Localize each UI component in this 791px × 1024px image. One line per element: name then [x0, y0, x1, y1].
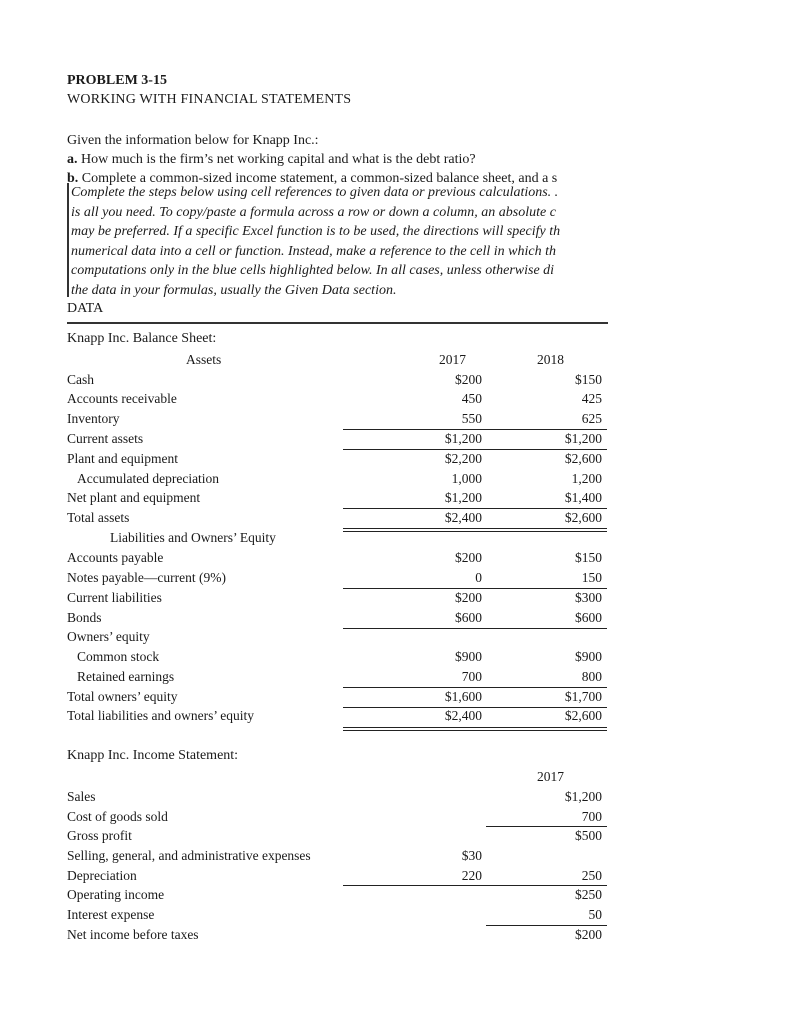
- subtotal-line: [343, 508, 607, 509]
- income-statement-title: Knapp Inc. Income Statement:: [67, 748, 239, 763]
- row-label: Gross profit: [67, 828, 132, 843]
- row-label: Operating income: [67, 887, 165, 902]
- row-label: Accounts payable: [67, 550, 164, 565]
- table-row: [67, 372, 608, 391]
- cell-2017: $1,200: [444, 490, 482, 505]
- table-row: [67, 590, 608, 609]
- cell-2018: 425: [581, 391, 602, 406]
- row-label: Net income before taxes: [67, 927, 199, 942]
- cell-2018: $900: [575, 649, 602, 664]
- table-row: [67, 411, 608, 430]
- cell-2018: $600: [575, 610, 602, 625]
- row-label: Total assets: [67, 510, 130, 525]
- row-label: Accumulated depreciation: [77, 471, 220, 486]
- cell-2017: $200: [455, 372, 482, 387]
- income-header-row: [67, 769, 608, 788]
- row-label: Total owners’ equity: [67, 689, 178, 704]
- row-label: Cash: [67, 372, 94, 387]
- assets-header: Assets: [186, 352, 222, 367]
- subtotal-line: [486, 826, 607, 827]
- cell-total: $500: [575, 828, 602, 843]
- row-label: Accounts receivable: [67, 391, 177, 406]
- cell-2018: $1,400: [564, 490, 602, 505]
- cell-2017: 700: [461, 669, 482, 684]
- liabilities-header: Liabilities and Owners’ Equity: [110, 530, 276, 545]
- table-row: [67, 689, 608, 708]
- part-b-text: Complete a common-sized income statement, a common-sized balance sheet, and a s: [78, 171, 558, 186]
- table-row: [67, 510, 608, 529]
- cell-total: $200: [575, 927, 602, 942]
- cell-2018: $1,700: [564, 689, 602, 704]
- row-label: Cost of goods sold: [67, 809, 168, 824]
- instruction-line: may be preferred. If a specific Excel function is to be used, the directions will specify th: [71, 224, 561, 239]
- cell-2017: 550: [461, 411, 482, 426]
- cell-2018: 1,200: [571, 471, 602, 486]
- row-label: Retained earnings: [77, 669, 175, 684]
- cell-total: 700: [581, 809, 602, 824]
- data-divider: [67, 322, 608, 324]
- instruction-line: Complete the steps below using cell references to given data or previous calculations. .: [71, 185, 559, 200]
- subtotal-line: [343, 429, 607, 430]
- part-b-label: b.: [67, 171, 79, 186]
- cell-2018: 150: [581, 570, 602, 585]
- part-a: [67, 152, 476, 168]
- cell-2018: 625: [581, 411, 602, 426]
- table-row: [67, 490, 608, 509]
- cell-total: 50: [588, 907, 602, 922]
- year-2017-header: 2017: [439, 352, 466, 367]
- year-2018-header: 2018: [537, 352, 564, 367]
- instruction-line: the data in your formulas, usually the Given Data section.: [71, 282, 397, 297]
- cell-sub: 220: [461, 868, 482, 883]
- table-row: [67, 391, 608, 410]
- table-row: [67, 789, 608, 808]
- table-row: [67, 629, 608, 648]
- table-row: [67, 887, 608, 906]
- part-a-text: How much is the firm’s net working capital and what is the debt ratio?: [77, 152, 476, 167]
- table-row: [67, 451, 608, 470]
- cell-2017: $200: [455, 550, 482, 565]
- row-label: Plant and equipment: [67, 451, 178, 466]
- cell-2018: $150: [575, 550, 602, 565]
- row-label: Net plant and equipment: [67, 490, 201, 505]
- liabilities-header-row: [67, 530, 608, 549]
- cell-2017: $1,200: [444, 431, 482, 446]
- subtotal-line: [343, 588, 607, 589]
- cell-total: 250: [581, 868, 602, 883]
- cell-2017: 1,000: [451, 471, 482, 486]
- cell-2017: $200: [455, 590, 482, 605]
- total-double-line: [343, 727, 607, 731]
- data-label: DATA: [67, 301, 104, 316]
- table-row: [67, 570, 608, 589]
- subtotal-line: [343, 449, 607, 450]
- table-row: [67, 907, 608, 926]
- instruction-line: computations only in the blue cells highlighted below. In all cases, unless otherwise di: [71, 263, 555, 278]
- cell-2017: $2,400: [444, 510, 482, 525]
- row-label: Depreciation: [67, 868, 137, 883]
- table-row: [67, 848, 608, 867]
- row-label: Common stock: [77, 649, 160, 664]
- table-row: [67, 649, 608, 668]
- row-label: Current assets: [67, 431, 144, 446]
- problem-subtitle: WORKING WITH FINANCIAL STATEMENTS: [67, 92, 352, 107]
- cell-2018: $150: [575, 372, 602, 387]
- intro-given: Given the information below for Knapp Inc.:: [67, 133, 319, 148]
- row-label: Selling, general, and administrative expenses: [67, 848, 311, 863]
- problem-title: PROBLEM 3-15: [67, 73, 167, 88]
- cell-2017: 450: [461, 391, 482, 406]
- table-row: [67, 471, 608, 490]
- cell-2017: 0: [475, 570, 482, 585]
- cell-total: $1,200: [564, 789, 602, 804]
- row-label: Current liabilities: [67, 590, 162, 605]
- row-label: Inventory: [67, 411, 120, 426]
- table-row: [67, 708, 608, 727]
- part-a-label: a.: [67, 152, 78, 167]
- row-label: Bonds: [67, 610, 102, 625]
- row-label: Interest expense: [67, 907, 155, 922]
- table-row: [67, 431, 608, 450]
- subtotal-line: [343, 885, 607, 886]
- cell-2017: $900: [455, 649, 482, 664]
- cell-2018: $2,600: [564, 708, 602, 723]
- instructions-note: [67, 183, 612, 297]
- cell-2017: $600: [455, 610, 482, 625]
- instruction-line: numerical data into a cell or function. Instead, make a reference to the cell in which th: [71, 243, 556, 259]
- row-label: Owners’ equity: [67, 629, 150, 644]
- cell-2017: $1,600: [444, 689, 482, 704]
- cell-2018: 800: [581, 669, 602, 684]
- row-label: Total liabilities and owners’ equity: [67, 708, 255, 723]
- year-2017-header: 2017: [537, 769, 564, 784]
- cell-total: $250: [575, 887, 602, 902]
- subtotal-line: [343, 687, 607, 688]
- cell-2017: $2,200: [444, 451, 482, 466]
- cell-2018: $300: [575, 590, 602, 605]
- cell-2018: $2,600: [564, 451, 602, 466]
- cell-2018: $1,200: [564, 431, 602, 446]
- cell-2017: $2,400: [444, 708, 482, 723]
- balance-sheet-title: Knapp Inc. Balance Sheet:: [67, 331, 217, 346]
- table-row: [67, 610, 608, 629]
- cell-2018: $2,600: [564, 510, 602, 525]
- row-label: Notes payable—current (9%): [67, 570, 226, 585]
- table-row: [67, 669, 608, 688]
- table-row: [67, 828, 608, 847]
- subtotal-line: [486, 925, 607, 926]
- row-label: Sales: [67, 789, 96, 804]
- instruction-line: is all you need. To copy/paste a formula across a row or down a column, an absolute c: [71, 204, 556, 220]
- cell-sub: $30: [461, 848, 482, 863]
- table-row: [67, 927, 608, 946]
- table-row: [67, 550, 608, 569]
- balance-sheet-header-row: [67, 352, 608, 371]
